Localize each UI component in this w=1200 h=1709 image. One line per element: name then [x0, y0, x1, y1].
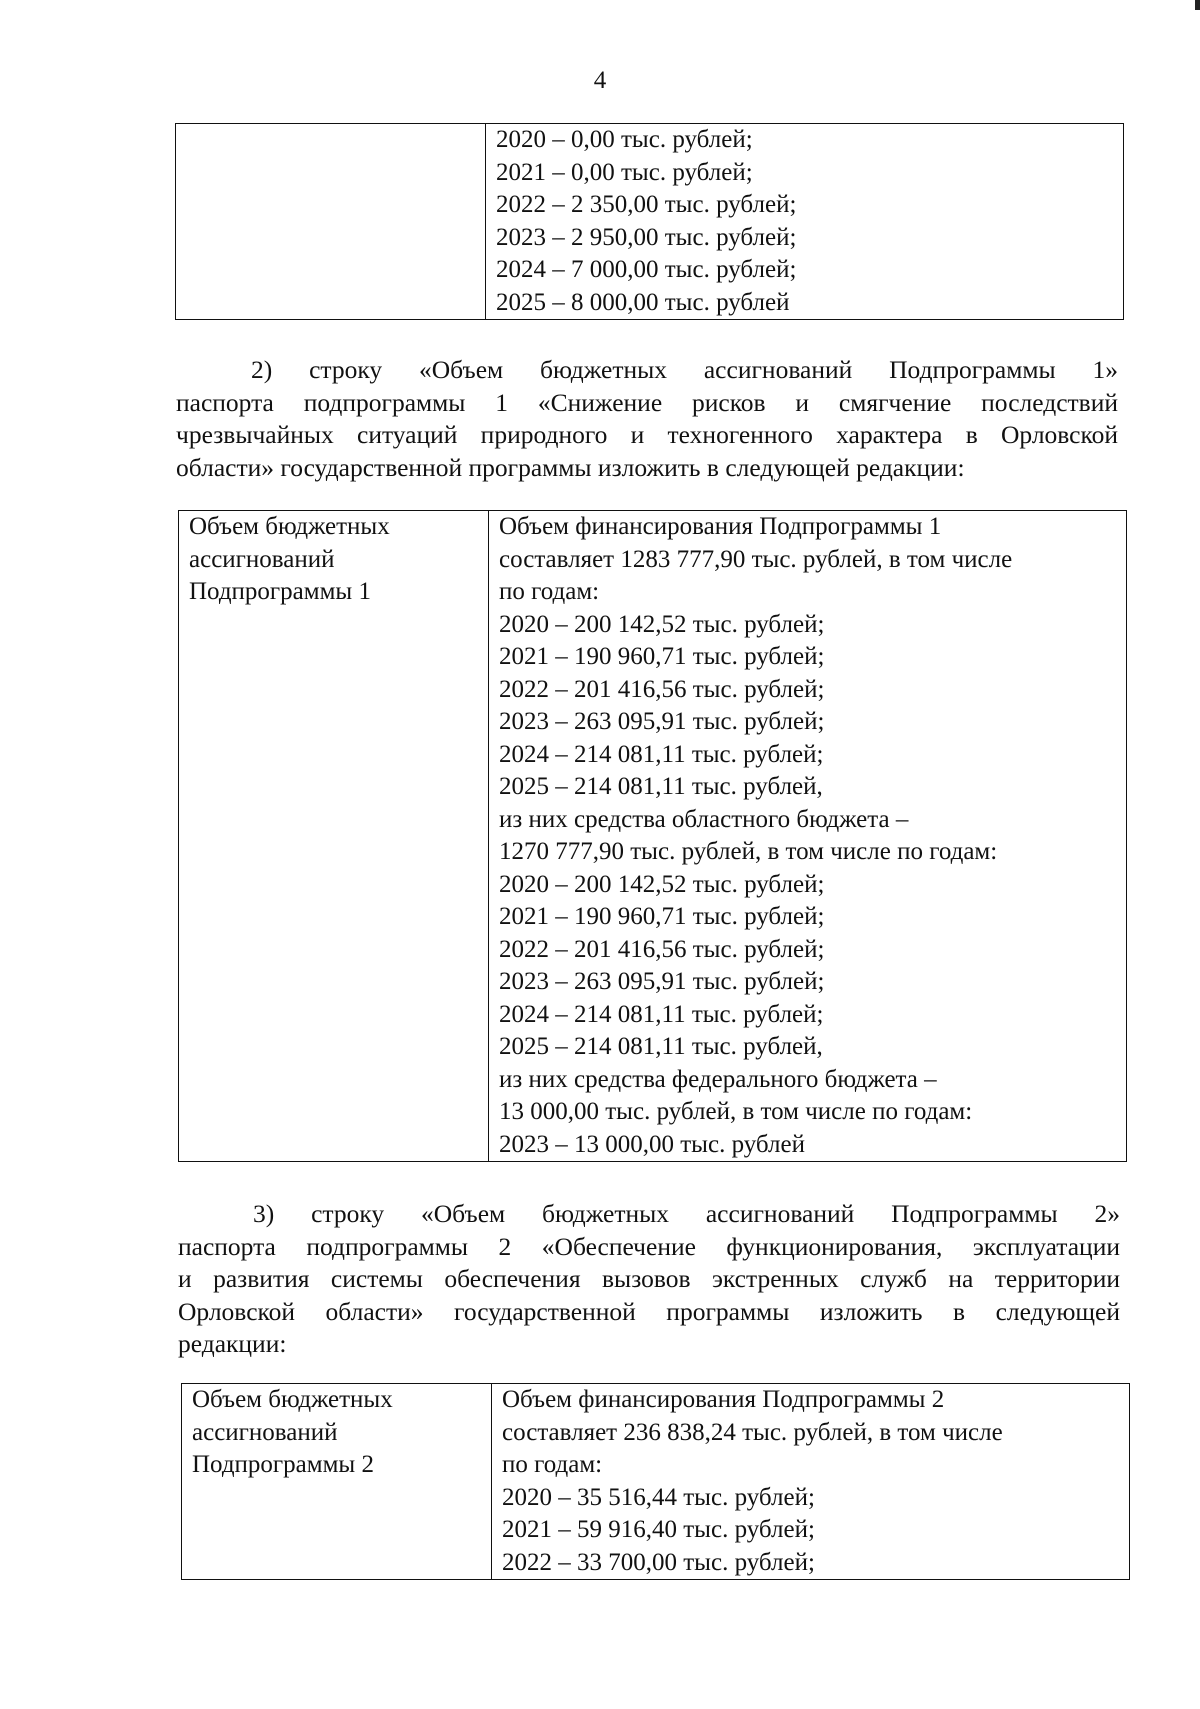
value-line: 2022 – 201 416,56 тыс. рублей;: [499, 935, 825, 963]
value-line: 2025 – 214 081,11 тыс. рублей,: [499, 773, 823, 800]
year-line: 2020 – 0,00 тыс. рублей;: [496, 126, 753, 153]
value-line: из них средства областного бюджета –: [499, 805, 909, 833]
value-line: 2025 – 214 081,11 тыс. рублей,: [499, 1033, 823, 1060]
year-line: 2024 – 7 000,00 тыс. рублей;: [496, 256, 797, 283]
table-row: [176, 124, 1124, 320]
value-line: 2021 – 59 916,40 тыс. рублей;: [502, 1516, 815, 1543]
value-line: 2023 – 263 095,91 тыс. рублей;: [499, 708, 825, 735]
value-line: 2022 – 33 700,00 тыс. рублей;: [502, 1548, 815, 1576]
value-line: 2023 – 13 000,00 тыс. рублей: [499, 1130, 805, 1158]
value-line: 2022 – 201 416,56 тыс. рублей;: [499, 675, 825, 703]
value-line: 13 000,00 тыс. рублей, в том числе по годам:: [499, 1098, 973, 1125]
table-cell-values: [489, 511, 1127, 1162]
label-line: Объем бюджетных: [189, 513, 390, 540]
paragraph-line: паспорта подпрограммы 1 «Снижение рисков и смягчение последствий: [176, 387, 1118, 417]
value-line: 2024 – 214 081,11 тыс. рублей;: [499, 1000, 824, 1028]
value-line: Объем финансирования Подпрограммы 2: [502, 1386, 945, 1413]
year-line: 2023 – 2 950,00 тыс. рублей;: [496, 223, 797, 251]
label-line: ассигнований: [189, 545, 335, 573]
label-line: Подпрограммы 2: [192, 1451, 374, 1478]
year-line: 2021 – 0,00 тыс. рублей;: [496, 158, 753, 186]
paragraph-2: [176, 354, 1118, 484]
paragraph-line: и развития системы обеспечения вызовов экстренных служб на территории: [178, 1264, 1120, 1293]
paragraph-line: 2) строку «Объем бюджетных ассигнований Подпрограммы 1»: [251, 355, 1118, 384]
value-line: 2020 – 200 142,52 тыс. рублей;: [499, 610, 825, 638]
value-line: составляет 1283 777,90 тыс. рублей, в том числе: [499, 545, 1013, 573]
paragraph-line: Орловской области» государственной программы изложить в следующей: [178, 1296, 1120, 1326]
table-cell-values: [486, 124, 1124, 320]
value-line: 1270 777,90 тыс. рублей, в том числе по годам:: [499, 838, 998, 865]
year-line: 2022 – 2 350,00 тыс. рублей;: [496, 191, 797, 218]
page-number: 4: [593, 67, 607, 94]
scan-edge-mark: [1195, 0, 1200, 10]
value-line: 2020 – 35 516,44 тыс. рублей;: [502, 1483, 815, 1511]
paragraph-line: паспорта подпрограммы 2 «Обеспечение функционирования, эксплуатации: [178, 1231, 1120, 1261]
year-line: 2025 – 8 000,00 тыс. рублей: [496, 288, 790, 316]
value-line: 2020 – 200 142,52 тыс. рублей;: [499, 870, 825, 898]
value-line: 2024 – 214 081,11 тыс. рублей;: [499, 740, 824, 768]
label-line: Объем бюджетных: [192, 1386, 393, 1413]
subprogram-2-funding-table: [181, 1383, 1130, 1580]
value-line: из них средства федерального бюджета –: [499, 1065, 937, 1093]
label-line: Подпрограммы 1: [189, 578, 371, 605]
table-cell-values: [492, 1384, 1130, 1580]
subprogram-1-funding-table: [178, 510, 1127, 1162]
value-line: Объем финансирования Подпрограммы 1: [499, 513, 942, 540]
table-row: [182, 1384, 1130, 1580]
paragraph-3: [178, 1198, 1120, 1361]
paragraph-line: 3) строку «Объем бюджетных ассигнований Подпрограммы 2»: [253, 1199, 1120, 1228]
paragraph-line: чрезвычайных ситуаций природного и техногенного характера в Орловской: [176, 420, 1118, 449]
table-cell-label: [176, 124, 486, 320]
funding-table-continued: [175, 123, 1124, 320]
value-line: по годам:: [499, 578, 600, 605]
value-line: 2021 – 190 960,71 тыс. рублей;: [499, 903, 825, 930]
table-cell-label: [182, 1384, 492, 1580]
table-row: [179, 511, 1127, 1162]
value-line: 2023 – 263 095,91 тыс. рублей;: [499, 968, 825, 995]
value-line: по годам:: [502, 1451, 603, 1478]
paragraph-line: редакции:: [178, 1329, 287, 1358]
paragraph-line: области» государственной программы изложить в следующей редакции:: [176, 452, 965, 482]
table-cell-label: [179, 511, 489, 1162]
value-line: составляет 236 838,24 тыс. рублей, в том числе: [502, 1418, 1003, 1446]
value-line: 2021 – 190 960,71 тыс. рублей;: [499, 643, 825, 670]
label-line: ассигнований: [192, 1418, 338, 1446]
